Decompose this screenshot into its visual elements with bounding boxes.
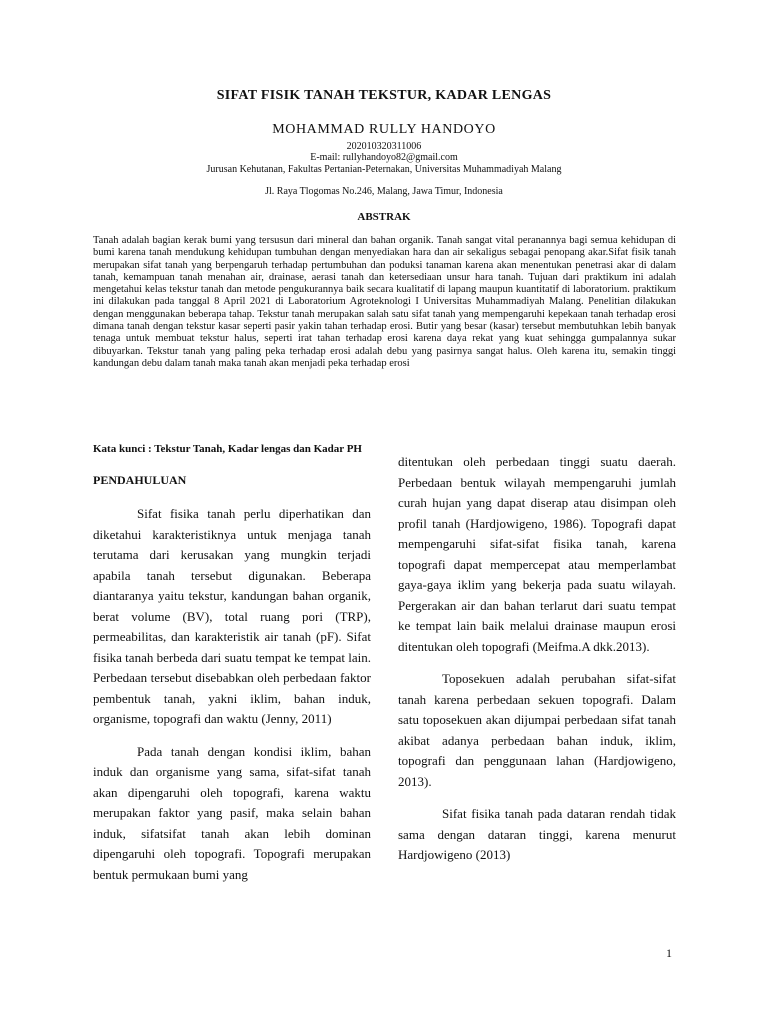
- right-column: [398, 452, 676, 878]
- address: Jl. Raya Tlogomas No.246, Malang, Jawa Timur, Indonesia: [265, 186, 503, 197]
- body-paragraph: Sifat fisika tanah perlu diperhatikan dan diketahui karakteristiknya untuk menjaga tanah terutama dari kerusakan yang mungkin terjadi apabila tanah tersebut digunakan. Beberapa diantaranya yaitu tekstur, kandungan bahan organik, berat volume (BV), total ruang pori (TRP), permeabilitas, dan karakteristik air tanah (pF). Sifat fisika tanah berbeda dari suatu tempat ke tempat lain. Perbedaan tersebut disebabkan oleh perbedaan faktor pembentuk tanah, yakni iklim, bahan induk, organisme, topografi dan waktu (Jenny, 2011): [93, 506, 371, 726]
- body-paragraph: Toposekuen adalah perubahan sifat-sifat tanah karena perbedaan sekuen topografi. Dalam satu toposekuen akan dijumpai perbedaan sifat tanah akibat adanya perbedaan bahan induk, iklim, topografi dan penggunaan lahan (Hardjowigeno, 2013).: [398, 671, 676, 789]
- body-paragraph: Sifat fisika tanah pada dataran rendah tidak sama dengan dataran tinggi, karena menurut Hardjowigeno (2013): [398, 806, 676, 862]
- abstract-text: Tanah adalah bagian kerak bumi yang tersusun dari mineral dan bahan organik. Tanah sangat vital peranannya bagi semua kehidupan di bumi karena tanah mendukung kehidupan tumbuhan dengan menyediakan hara dan air sekaligus sebagai penopang akar.Sifat fisik tanah merupakan sifat tanah yang berpengaruh terhadap pertumbuhan dan poduksi tanaman karena akan menentukan penetrasi akar di dalam tanah, kemampuan tanah menahan air, drainase, aerasi tanah dan ketersediaan unsur hara tanah. Tujuan dari praktikum ini adalah mengetahui kelas tekstur tanah dan metode pengukurannya baik secara kualitatif di lapang maupun kuantitatif di laboratorium. praktikum ini dilakukan pada tanggal 8 April 2021 di Laboratorium Agroteknologi I Universitas Muhammadiyah Malang. Penelitian dilakukan dengan menggunakan beberapa tahap. Tekstur tanah merupakan salah satu sifat tanah yang mempengaruhi kepekaan tanah terhadap erosi dimana tanah dengan tekstur kasar seperti pasir yakin tahan terhadap erosi. Butir yang besar (kasar) tersebut membutuhkan lebih banyak tenaga untuk membuat tekstur halus, seperti irat tahan terhadap erosi karena daya rekat yang kuat sehingga gumpalannya sukar dibuyarkan. Tekstur tanah yang paling peka terhadap erosi adalah debu yang pasirnya sangat halus. Oleh karena itu, semakin tinggi kandungan debu dalam tanah maka tanah akan menjadi peka terhadap erosi: [93, 235, 676, 369]
- author-name: MOHAMMAD RULLY HANDOYO: [272, 122, 496, 137]
- paper-title: SIFAT FISIK TANAH TEKSTUR, KADAR LENGAS: [216, 88, 552, 103]
- body-paragraph: ditentukan oleh perbedaan tinggi suatu daerah. Perbedaan bentuk wilayah mempengaruhi jumlah curah hujan yang dapat diserap atau disimpan oleh profil tanah (Hardjowigeno, 1986). Topografi dapat mempengaruhi sifat-sifat fisika tanah, karena topografi dapat mempercepat atau memperlambat gaya-gaya iklim yang bekerja pada suatu wilayah. Pergerakan air dan bahan terlarut dari suatu tempat ke tempat lain baik melalui drainase maupun erosi ditentukan oleh topografi (Meifma.A dkk.2013).: [398, 454, 676, 654]
- section-heading: PENDAHULUAN: [93, 473, 187, 487]
- left-column: [93, 473, 371, 897]
- page-number: 1: [666, 946, 672, 960]
- author-email: E-mail: rullyhandoyo82@gmail.com: [310, 152, 458, 163]
- abstract-heading: ABSTRAK: [357, 211, 411, 223]
- affiliation: Jurusan Kehutanan, Fakultas Pertanian-Peternakan, Universitas Muhammadiyah Malang: [206, 164, 562, 175]
- keywords: Kata kunci : Tekstur Tanah, Kadar lengas dan Kadar PH: [93, 443, 362, 455]
- student-id: 202010320311006: [346, 141, 422, 152]
- body-paragraph: Pada tanah dengan kondisi iklim, bahan induk dan organisme yang sama, sifat-sifat tanah akan dipengaruhi oleh topografi, karena waktu merupakan faktor yang pasif, maka selain bahan induk, sifatsifat tanah akan lebih dominan dipengaruhi oleh topografi. Topografi merupakan bentuk permukaan bumi yang: [93, 743, 371, 882]
